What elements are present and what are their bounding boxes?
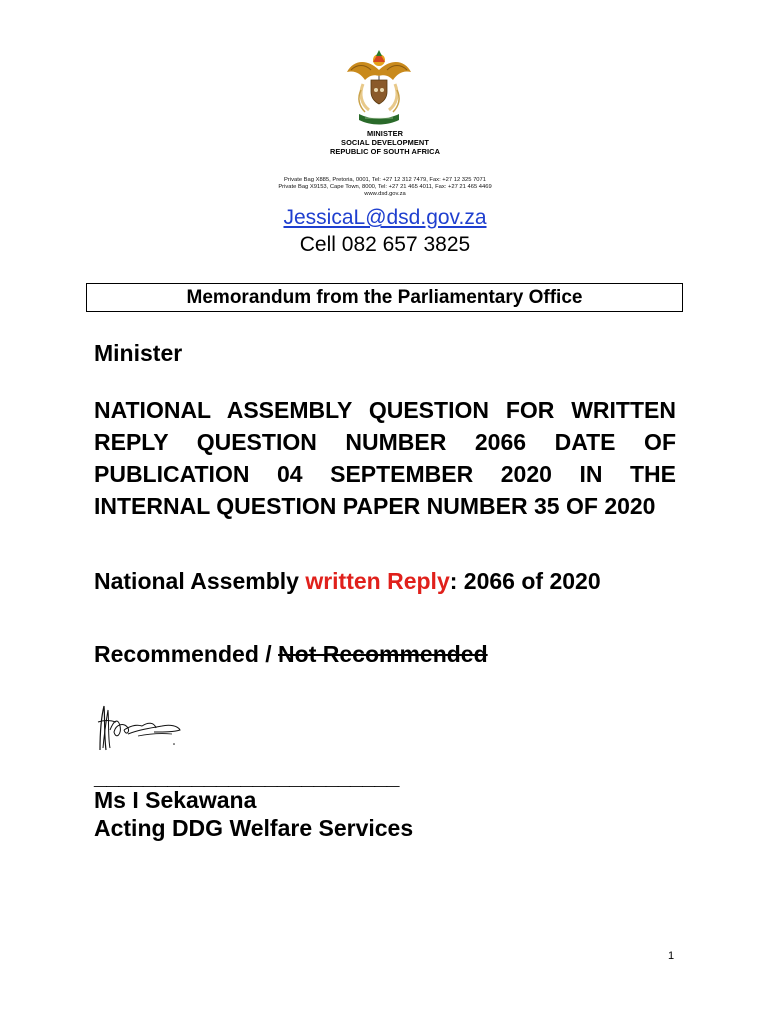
ministry-line-3: REPUBLIC OF SOUTH AFRICA [329,147,441,156]
signer-name: Ms I Sekawana [94,787,257,813]
signature-icon [94,700,186,756]
ministry-line-1: MINISTER [366,129,404,138]
cell-number: Cell 082 657 3825 [299,233,471,256]
page-number: 1 [668,950,675,962]
recommended-label: Recommended / [94,641,279,667]
coat-of-arms-icon [343,50,415,128]
not-recommended-label: Not Recommended [278,641,488,667]
reply-line [94,568,601,595]
reply-suffix: : 2066 of 2020 [449,568,601,594]
memo-title-box [86,283,683,312]
signer-title: Acting DDG Welfare Services [94,815,414,841]
addressee: Minister [94,340,183,366]
signature-line: _________________________ [94,763,399,789]
email-link[interactable]: JessicaL@dsd.gov.za [283,206,487,229]
email-line [0,206,770,230]
recommendation-line [94,641,488,668]
memo-title: Memorandum from the Parliamentary Office [186,287,583,308]
question-heading: NATIONAL ASSEMBLY QUESTION FOR WRITTEN REPLY QUESTION NUMBER 2066 DATE OF PUBLICATION 04 SEPTEMBER 2020 IN THE INTERNAL QUESTION PAPER NUMBER 35 OF 2020 [94,397,676,519]
cape-town-address: Private Bag X9153, Cape Town, 8000, Tel: +27 21 465 4011, Fax: +27 21 465 4469 [278,184,492,190]
pretoria-address: Private Bag X885, Pretoria, 0001, Tel: +27 12 312 7479, Fax: +27 12 325 7071 [284,177,486,183]
website: www.dsd.gov.za [364,191,406,197]
reply-highlight: written Reply [305,568,450,594]
ministry-line-2: SOCIAL DEVELOPMENT [341,138,429,147]
reply-prefix: National Assembly [94,568,306,594]
